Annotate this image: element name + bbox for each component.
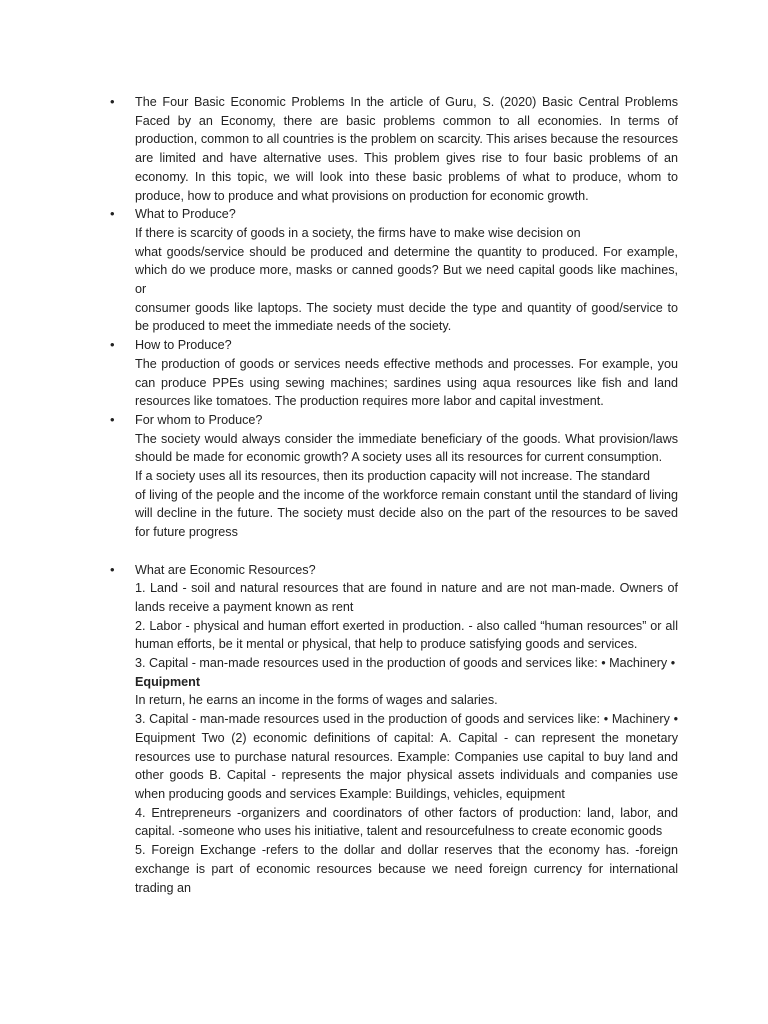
bullet-icon: • — [110, 337, 115, 353]
bold-text: Equipment — [135, 674, 201, 689]
bullet-item-basic-problems — [110, 93, 678, 205]
bullet-icon: • — [110, 206, 115, 222]
paragraph: If a society uses all its resources, then its production capacity will not increase. The standard — [135, 469, 650, 484]
paragraph: consumer goods like laptops. The society must decide the type and quantity of good/service to be produced to meet the immediate needs of the society. — [135, 300, 678, 334]
paragraph-foreign-exchange: 5. Foreign Exchange -refers to the dollar and dollar reserves that the economy has. -foreign exchange is part of economic resources because we need foreign currency for international trading an — [135, 843, 678, 895]
paragraph-equipment — [135, 673, 678, 692]
bullet-icon: • — [110, 94, 115, 109]
bullet-item-how-to-produce — [110, 336, 678, 411]
paragraph: The production of goods or services needs effective methods and processes. For example, you can produce PPEs using sewing machines; sardines using aqua resources like fish and land resources like tomatoes. The production requires more labor and capital investment. — [135, 356, 678, 409]
paragraph-land: 1. Land - soil and natural resources that are found in nature and are not man-made. Owners of lands receive a payment known as rent — [135, 581, 678, 614]
bullet-item-economic-resources — [110, 561, 678, 898]
bullet-item-for-whom-to-produce — [110, 411, 678, 542]
paragraph-capital-definitions: 3. Capital - man-made resources used in the production of goods and services like: • Machinery • Equipment Two (2) economic definitions of capital: A. Capital - can represent the monetary resources use to purchase natural resources. Example: Companies use capital to buy land and other goods B. Capital - represents the major physical assets individuals and companies use when producing goods and services Example: Buildings, vehicles, equipment — [135, 712, 678, 801]
section-heading: What are Economic Resources? — [135, 562, 316, 577]
section-heading: For whom to Produce? — [135, 412, 263, 427]
bullet-icon: • — [110, 561, 115, 577]
paragraph: what goods/service should be produced and determine the quantity to produced. For example, which do we produce more, masks or canned goods? But we need capital goods like machines, or — [135, 244, 678, 297]
paragraph-capital: 3. Capital - man-made resources used in the production of goods and services like: • Machinery • — [135, 656, 676, 671]
section-heading: How to Produce? — [135, 338, 232, 353]
paragraph: The society would always consider the immediate beneficiary of the goods. What provision/laws should be made for economic growth? A society uses all its resources for current consumption. — [135, 431, 678, 465]
bullet-icon: • — [110, 411, 115, 427]
paragraph-income: In return, he earns an income in the forms of wages and salaries. — [135, 693, 498, 708]
paragraph-entrepreneurs: 4. Entrepreneurs -organizers and coordinators of other factors of production: land, labor, and capital. -someone who uses his initiative, talent and resourcefulness to create economic goods — [135, 805, 678, 839]
paragraph-labor: 2. Labor - physical and human effort exerted in production. - also called “human resources” or all human efforts, be it mental or physical, that help to produce satisfying goods and services. — [135, 618, 678, 652]
paragraph: The Four Basic Economic Problems In the article of Guru, S. (2020) Basic Central Problems Faced by an Economy, there are basic problems common to all economies. In terms of production, common to all countries is the problem on scarcity. This arises because the resources are limited and have alternative uses. This problem gives rise to four basic problems of an economy. In this topic, we will look into these basic problems of what to produce, whom to produce, how to produce and what provisions on production for economic growth. — [135, 95, 678, 203]
paragraph: If there is scarcity of goods in a society, the firms have to make wise decision on — [135, 225, 581, 240]
document-body — [110, 93, 678, 897]
bullet-item-what-to-produce — [110, 205, 678, 336]
paragraph: of living of the people and the income of the workforce remain constant until the standard of living will decline in the future. The society must decide also on the part of the resources to be saved for future progress — [135, 487, 678, 540]
blank-line — [110, 542, 678, 561]
section-heading: What to Produce? — [135, 207, 236, 222]
